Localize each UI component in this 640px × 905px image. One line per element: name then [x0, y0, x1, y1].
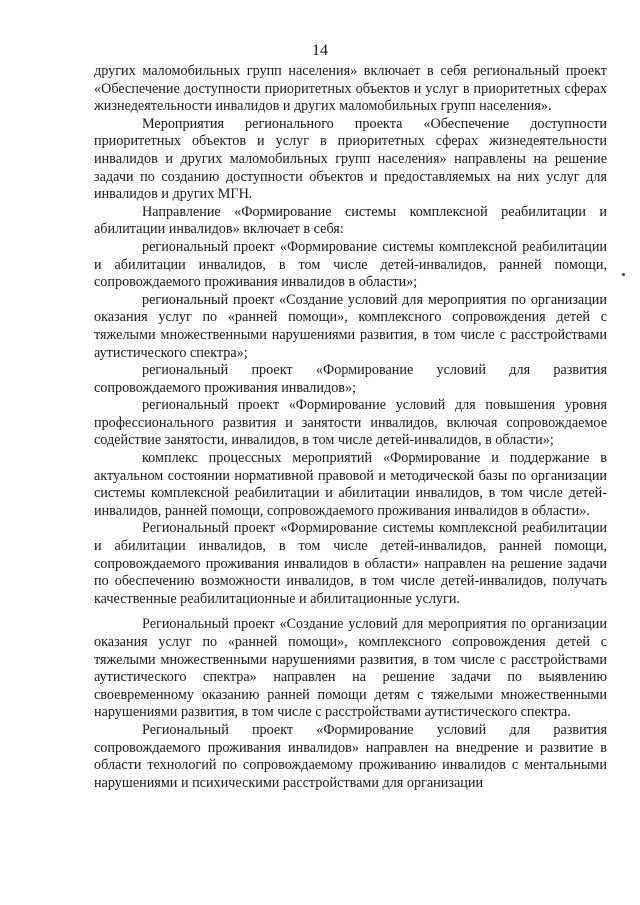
page-number: 14	[312, 42, 328, 59]
list-item: региональный проект «Формирование условий для повышения уровня профессионального развития и занятости инвалидов, включая сопровождаемое содействие занятости, инвалидов, в том числе детей-инвалидов, в области»;	[94, 397, 607, 449]
paragraph: Мероприятия регионального проекта «Обеспечение доступности приоритетных объектов и услуг в приоритетных сферах жизнедеятельности инвалидов и других маломобильных групп населения» направлены на решение задачи по созданию доступности объектов и предоставляемых на них услуг для инвалидов и других МГН.	[94, 115, 607, 203]
scan-dot	[622, 273, 625, 276]
list-item: региональный проект «Формирование условий для развития сопровождаемого проживания инвалидов»;	[94, 362, 607, 396]
document-body	[94, 63, 607, 792]
paragraph: других маломобильных групп населения» включает в себя региональный проект «Обеспечение доступности приоритетных объектов и услуг в приоритетных сферах жизнедеятельности инвалидов и других маломобильных групп населения».	[94, 63, 607, 115]
list-item: региональный проект «Создание условий для мероприятия по организации оказания услуг по «ранней помощи», комплексного сопровождения детей с тяжелыми множественными нарушениями развития, в том числе с расстройствами аутистического спектра»;	[94, 291, 607, 361]
list-item: комплекс процессных мероприятий «Формирование и поддержание в актуальном состоянии нормативной правовой и методической базы по организации системы комплексной реабилитации и абилитации инвалидов, в том числе детей-инвалидов, ранней помощи, сопровождаемого проживания инвалидов в области».	[94, 450, 607, 519]
paragraph: Региональный проект «Формирование условий для развития сопровождаемого проживания инвалидов» направлен на внедрение и развитие в области технологий по сопровождаемому проживанию инвалидов с ментальными нарушениями и психическими расстройствами для организации	[94, 721, 607, 791]
paragraph: Региональный проект «Формирование системы комплексной реабилитации и абилитации инвалидов, в том числе детей-инвалидов, ранней помощи, сопровождаемого проживания инвалидов в области» направлен на решение задачи по обеспечению возможности инвалидов, в том числе детей-инвалидов, получать качественные реабилитационные и абилитационные услуги.	[94, 520, 607, 607]
list-item: региональный проект «Формирование системы комплексной реабилитации и абилитации инвалидов, в том числе детей-инвалидов, ранней помощи, сопровождаемого проживания инвалидов в области»;	[94, 238, 607, 291]
paragraph: Региональный проект «Создание условий для мероприятия по организации оказания услуг по «ранней помощи», комплексного сопровождения детей с тяжелыми множественными нарушениями развития, в том числе с расстройствами аутистического спектра» направлен на решение задачи по выявлению своевременному оказанию ранней помощи детям с тяжелыми множественными нарушениями развития, в том числе с расстройствами аутистического спектра.	[94, 616, 607, 721]
paragraph: Направление «Формирование системы комплексной реабилитации и абилитации инвалидов» включает в себя:	[94, 203, 607, 238]
